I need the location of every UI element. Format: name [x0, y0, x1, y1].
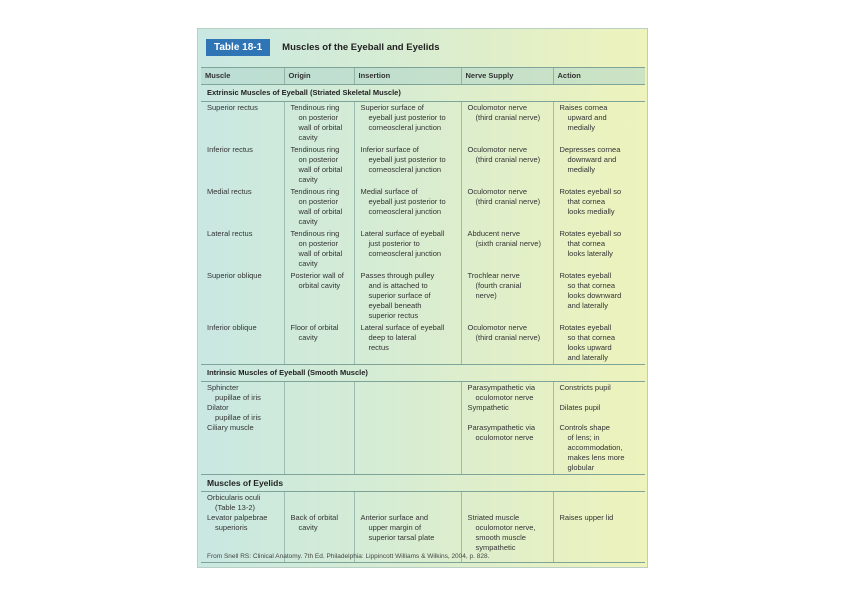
table-title: Muscles of the Eyeball and Eyelids — [282, 41, 440, 53]
cell-line: superior surface of — [368, 291, 431, 300]
origin-cell — [284, 144, 354, 186]
cell-line: rectus — [368, 343, 389, 352]
cell-line: medially — [567, 123, 596, 132]
table-row — [201, 382, 645, 475]
cell-line: (third cranial nerve) — [475, 197, 541, 206]
cell-line: wall of orbital — [298, 123, 343, 132]
cell-line: looks upward — [567, 343, 612, 352]
cell-line: Controls shape — [559, 423, 610, 432]
cell-line — [560, 393, 642, 403]
cell-line: Abducent nerve — [467, 229, 521, 238]
cell-line: looks downward — [567, 291, 622, 300]
cell-line: Tendinous ring — [290, 229, 340, 238]
cell-line: Inferior surface of — [360, 145, 419, 154]
table-row — [201, 186, 645, 228]
origin-cell — [284, 228, 354, 270]
table-label-badge: Table 18-1 — [206, 39, 270, 56]
insertion-cell — [354, 492, 461, 563]
cell-line: Parasympathetic via — [467, 423, 536, 432]
muscle-name: Inferior rectus — [207, 145, 253, 154]
cell-line: wall of orbital — [298, 207, 343, 216]
cell-line: on posterior — [298, 239, 339, 248]
cell-line: cavity — [298, 259, 318, 268]
cell-line: smooth muscle — [475, 533, 526, 542]
cell-line: corneoscleral junction — [368, 249, 442, 258]
muscle-cell — [201, 228, 284, 270]
action-cell — [553, 186, 645, 228]
muscle-cell — [201, 322, 284, 365]
action-cell — [553, 492, 645, 563]
cell-line: superior rectus — [368, 311, 419, 320]
cell-line: Rotates eyeball so — [559, 187, 622, 196]
origin-cell — [284, 492, 354, 563]
table-row — [201, 270, 645, 322]
cell-line: superior tarsal plate — [368, 533, 435, 542]
origin-cell — [284, 382, 354, 475]
cell-line: Levator palpebrae — [207, 513, 268, 522]
cell-line: that cornea — [567, 239, 606, 248]
header-action: Action — [553, 68, 645, 85]
cell-line: Sphincter — [207, 383, 239, 392]
muscle-cell — [201, 102, 284, 145]
cell-line — [560, 413, 642, 423]
cell-line: cavity — [298, 133, 318, 142]
cell-line: that cornea — [567, 197, 606, 206]
section-heading-intrinsic: Intrinsic Muscles of Eyeball (Smooth Muscle) — [201, 365, 645, 382]
cell-line: corneoscleral junction — [368, 123, 442, 132]
action-cell — [553, 382, 645, 475]
cell-line: oculomotor nerve, — [475, 523, 536, 532]
cell-line: cavity — [298, 523, 318, 532]
nerve-cell — [461, 322, 553, 365]
cell-line: accommodation, — [567, 443, 623, 452]
section-heading-eyelids: Muscles of Eyelids — [201, 475, 645, 492]
cell-line: Oculomotor nerve — [467, 103, 528, 112]
cell-line: Ciliary muscle — [207, 423, 254, 432]
insertion-cell — [354, 144, 461, 186]
cell-line: wall of orbital — [298, 249, 343, 258]
cell-line: cavity — [298, 217, 318, 226]
cell-line: Rotates eyeball so — [559, 229, 622, 238]
header-origin: Origin — [284, 68, 354, 85]
cell-line: Superior surface of — [360, 103, 424, 112]
cell-line: pupillae of iris — [215, 393, 261, 402]
muscle-cell — [201, 270, 284, 322]
cell-line: makes lens more — [567, 453, 625, 462]
origin-cell — [284, 102, 354, 145]
cell-line: Posterior wall of — [290, 271, 344, 280]
cell-line: and laterally — [567, 301, 608, 310]
insertion-cell — [354, 382, 461, 475]
cell-line: eyeball just posterior to — [368, 113, 446, 122]
cell-line: so that cornea — [567, 281, 616, 290]
table-card — [197, 28, 648, 568]
cell-line: (Table 13-2) — [215, 503, 256, 512]
cell-line: Tendinous ring — [290, 103, 340, 112]
cell-line: so that cornea — [567, 333, 616, 342]
cell-line: (third cranial nerve) — [475, 333, 541, 342]
cell-line: deep to lateral — [368, 333, 417, 342]
cell-line: on posterior — [298, 113, 339, 122]
nerve-cell — [461, 102, 553, 145]
section-row-eyelids — [201, 475, 645, 492]
cell-line: Lateral surface of eyeball — [360, 229, 445, 238]
cell-line: looks medially — [567, 207, 615, 216]
nerve-cell — [461, 270, 553, 322]
header-muscle: Muscle — [201, 68, 284, 85]
origin-cell — [284, 186, 354, 228]
section-heading-extrinsic: Extrinsic Muscles of Eyeball (Striated Skeletal Muscle) — [201, 85, 645, 102]
cell-line: Dilates pupil — [559, 403, 601, 412]
nerve-cell — [461, 382, 553, 475]
cell-line: Parasympathetic via — [467, 383, 536, 392]
muscles-table — [201, 67, 645, 563]
cell-line: Tendinous ring — [290, 145, 340, 154]
cell-line: Oculomotor nerve — [467, 187, 528, 196]
cell-line: on posterior — [298, 197, 339, 206]
cell-line: eyeball just posterior to — [368, 155, 446, 164]
cell-line: (sixth cranial nerve) — [475, 239, 541, 248]
muscle-cell — [201, 144, 284, 186]
cell-line: downward and — [567, 155, 617, 164]
cell-line: and is attached to — [368, 281, 428, 290]
cell-line: (third cranial nerve) — [475, 113, 541, 122]
cell-line: pupillae of iris — [215, 413, 261, 422]
cell-line: eyeball beneath — [368, 301, 422, 310]
action-cell — [553, 270, 645, 322]
cell-line: nerve) — [475, 291, 497, 300]
origin-cell — [284, 322, 354, 365]
action-cell — [553, 144, 645, 186]
cell-line: on posterior — [298, 155, 339, 164]
section-row-extrinsic — [201, 85, 645, 102]
nerve-cell — [461, 492, 553, 563]
muscle-name: Superior oblique — [207, 271, 262, 280]
cell-line: oculomotor nerve — [475, 433, 534, 442]
cell-line: Dilator — [207, 403, 229, 412]
nerve-cell — [461, 228, 553, 270]
table-row — [201, 492, 645, 563]
cell-line: globular — [567, 463, 595, 472]
cell-line: medially — [567, 165, 596, 174]
action-cell — [553, 102, 645, 145]
muscle-cell — [201, 382, 284, 475]
cell-line — [468, 413, 549, 423]
table-row — [201, 322, 645, 365]
section-row-intrinsic — [201, 365, 645, 382]
cell-line: Constricts pupil — [559, 383, 611, 392]
cell-line: corneoscleral junction — [368, 165, 442, 174]
cell-line: upward and — [567, 113, 607, 122]
cell-line: Trochlear nerve — [467, 271, 520, 280]
cell-line: Anterior surface and — [360, 513, 429, 522]
cell-line: looks laterally — [567, 249, 613, 258]
cell-line: upper margin of — [368, 523, 422, 532]
cell-line: Raises cornea — [559, 103, 608, 112]
cell-line: Sympathetic — [467, 403, 509, 412]
cell-line: (third cranial nerve) — [475, 155, 541, 164]
cell-line: Rotates eyeball — [559, 271, 612, 280]
muscle-cell — [201, 492, 284, 563]
nerve-cell — [461, 144, 553, 186]
header-insertion: Insertion — [354, 68, 461, 85]
source-footnote: From Snell RS: Clinical Anatomy. 7th Ed. Philadelphia: Lippincott Williams & Wilkins, 2004, p. 828. — [207, 553, 490, 560]
nerve-cell — [461, 186, 553, 228]
cell-line: Orbicularis oculi — [207, 493, 261, 502]
cell-line: Striated muscle — [467, 513, 520, 522]
cell-line: Raises upper lid — [559, 513, 614, 522]
muscle-name: Medial rectus — [207, 187, 252, 196]
header-nerve-supply: Nerve Supply — [461, 68, 553, 85]
cell-line: eyeball just posterior to — [368, 197, 446, 206]
cell-line: Floor of orbital — [290, 323, 339, 332]
cell-line: Lateral surface of eyeball — [360, 323, 445, 332]
cell-line: corneoscleral junction — [368, 207, 442, 216]
insertion-cell — [354, 322, 461, 365]
cell-line: cavity — [298, 175, 318, 184]
muscle-cell — [201, 186, 284, 228]
cell-line: and laterally — [567, 353, 608, 362]
muscle-name: Superior rectus — [207, 103, 258, 112]
cell-line: cavity — [298, 333, 318, 342]
cell-line: Passes through pulley — [360, 271, 435, 280]
cell-line: superioris — [215, 523, 248, 532]
table-row — [201, 102, 645, 145]
insertion-cell — [354, 186, 461, 228]
cell-line: Oculomotor nerve — [467, 145, 528, 154]
cell-line: Oculomotor nerve — [467, 323, 528, 332]
insertion-cell — [354, 102, 461, 145]
cell-line: Back of orbital — [290, 513, 339, 522]
origin-cell — [284, 270, 354, 322]
cell-line: of lens; in — [567, 433, 600, 442]
cell-line: orbital cavity — [298, 281, 341, 290]
insertion-cell — [354, 228, 461, 270]
muscle-name: Inferior oblique — [207, 323, 257, 332]
header-row — [201, 68, 645, 85]
cell-line: oculomotor nerve — [475, 393, 534, 402]
cell-line: Rotates eyeball — [559, 323, 612, 332]
muscle-name: Lateral rectus — [207, 229, 253, 238]
cell-line: Tendinous ring — [290, 187, 340, 196]
cell-line: (fourth cranial — [475, 281, 522, 290]
cell-line: sympathetic — [475, 543, 516, 552]
action-cell — [553, 228, 645, 270]
table-row — [201, 144, 645, 186]
cell-line: just posterior to — [368, 239, 420, 248]
insertion-cell — [354, 270, 461, 322]
table-body — [201, 85, 645, 563]
table-title-row — [206, 38, 440, 56]
table-row — [201, 228, 645, 270]
cell-line: Medial surface of — [360, 187, 418, 196]
action-cell — [553, 322, 645, 365]
cell-line: Depresses cornea — [559, 145, 621, 154]
cell-line: wall of orbital — [298, 165, 343, 174]
